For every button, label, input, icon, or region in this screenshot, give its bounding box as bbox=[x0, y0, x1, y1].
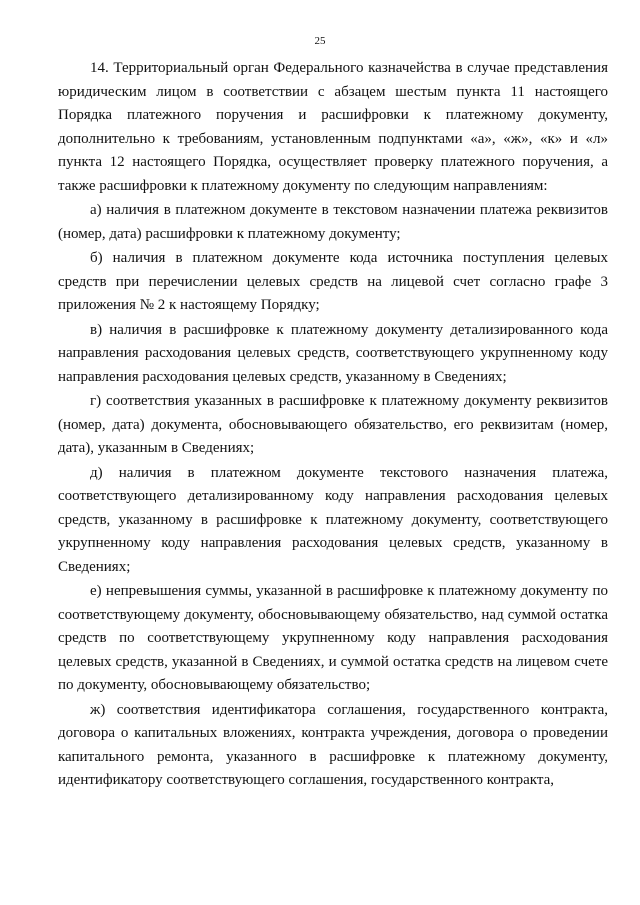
paragraph-14: 14. Территориальный орган Федерального казначейства в случае представления юридическим лицом в соответствии с абзацем шестым пункта 11 настоящего Порядка платежного поручения и расшифровки к платежному документу, дополнительно к требованиям, установленным подпунктами «а», «ж», «к» и «л» пункта 12 настоящего Порядка, осуществляет проверку платежного поручения, а также расшифровки к платежному документу по следующим направлениям: bbox=[58, 60, 608, 194]
paragraph-v: в) наличия в расшифровке к платежному документу детализированного кода направления расходования целевых средств, соответствующего укрупненному коду направления расходования целевых средств, указанному в Сведениях; bbox=[58, 321, 608, 385]
paragraph-g: г) соответствия указанных в расшифровке к платежному документу реквизитов (номер, дата) документа, обосновывающего обязательство, его реквизитам (номер, дата), указанным в Сведениях; bbox=[58, 393, 608, 456]
paragraph-e: е) непревышения суммы, указанной в расшифровке к платежному документу по соответствующему документу, обосновывающему обязательство, над суммой остатка средств по соответствующему укрупненному коду направления расходования целевых средств, указанной в Сведениях, и суммой остатка средств на лицевом счете по документу, обосновывающему обязательство; bbox=[58, 583, 608, 693]
page-number: 25 bbox=[314, 35, 326, 47]
paragraph-zh: ж) соответствия идентификатора соглашения, государственного контракта, договора о капитальных вложениях, контракта учреждения, договора о проведении капитального ремонта, указанного в расшифровке к платежному документу, идентификатору соответствующего соглашения, государственного контракта, bbox=[58, 701, 608, 788]
paragraph-d: д) наличия в платежном документе текстового назначения платежа, соответствующего детализированному коду направления расходования целевых средств, указанному в расшифровке к платежному документу, соответствующего укрупненному коду направления расходования целевых средств, указанному в Сведениях; bbox=[58, 464, 608, 575]
paragraph-b: б) наличия в платежном документе кода источника поступления целевых средств при перечислении целевых средств на лицевой счет согласно графе 3 приложения № 2 к настоящему Порядку; bbox=[58, 250, 608, 313]
paragraph-a: а) наличия в платежном документе в текстовом назначении платежа реквизитов (номер, дата) расшифровки к платежному документу; bbox=[58, 202, 608, 242]
document-body bbox=[58, 57, 608, 794]
